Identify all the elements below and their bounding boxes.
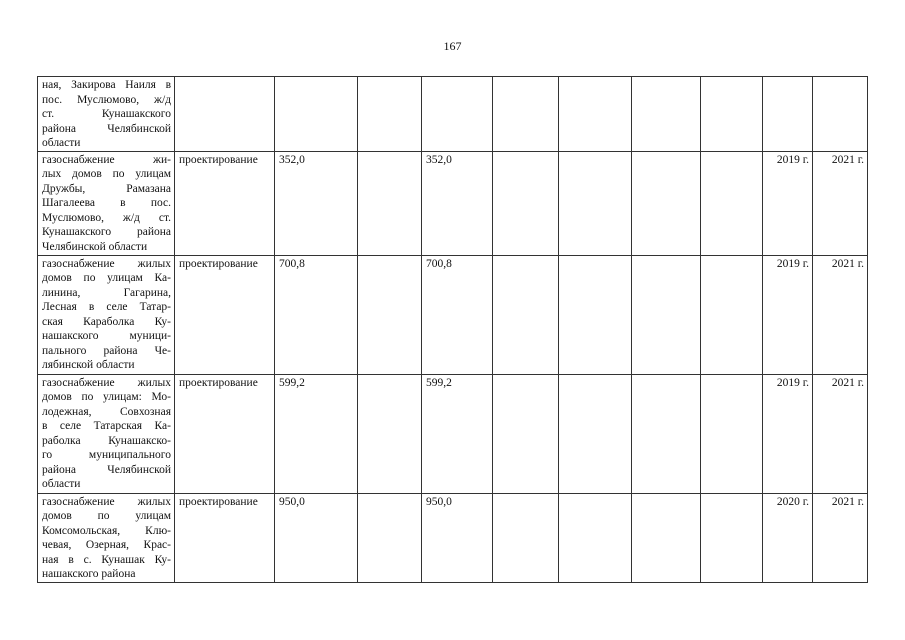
table-row [38, 493, 868, 582]
amount-cell [632, 77, 701, 152]
object-name-line: Кунашакского района [42, 226, 171, 238]
amount-cell [632, 151, 701, 255]
amount-cell [493, 493, 559, 582]
stage-cell: проектирование [175, 151, 275, 255]
object-name-line: лябинской области [42, 359, 135, 371]
amount-cell [632, 374, 701, 493]
object-name-line: Шагалеева в пос. [42, 197, 171, 209]
object-name-line: газоснабжение жилых [42, 257, 171, 270]
object-name-line: линина, Гагарина, [42, 286, 171, 299]
object-name-cell [38, 77, 175, 152]
stage-cell [175, 77, 275, 152]
amount-cell [559, 151, 632, 255]
amount-cell [701, 255, 763, 374]
object-name-line: домов по улицам Ка- [42, 272, 171, 284]
regional-budget-cell: 352,0 [422, 151, 493, 255]
regional-budget-cell [422, 77, 493, 152]
object-name-line: го муниципального [42, 449, 171, 461]
start-year-cell: 2019 г. [763, 255, 813, 374]
object-name-cell [38, 374, 175, 493]
table-row [38, 77, 868, 152]
object-name-line: раболка Кунашакско- [42, 434, 171, 447]
start-year-cell: 2020 г. [763, 493, 813, 582]
amount-cell [632, 255, 701, 374]
amount-cell [493, 77, 559, 152]
page-number: 167 [443, 39, 462, 53]
amount-cell [559, 77, 632, 152]
object-name-line: лых домов по улицам [42, 168, 171, 180]
total-cell: 599,2 [275, 374, 358, 493]
object-name-line: ская Караболка Ку- [42, 315, 171, 328]
end-year-cell: 2021 г. [813, 255, 868, 374]
object-name-line: ст. Кунашакского [42, 108, 171, 120]
amount-cell [632, 493, 701, 582]
object-name-line: пального района Че- [42, 344, 171, 357]
amount-cell [493, 374, 559, 493]
total-cell [275, 77, 358, 152]
object-name-line: лодежная, Совхозная [42, 405, 171, 418]
end-year-cell [813, 77, 868, 152]
total-cell: 700,8 [275, 255, 358, 374]
start-year-cell [763, 77, 813, 152]
object-name-line: Комсомольская, Клю- [42, 524, 171, 537]
object-name-cell [38, 493, 175, 582]
program-table [37, 76, 868, 583]
object-name-line: домов по улицам: Мо- [42, 391, 171, 403]
total-cell: 352,0 [275, 151, 358, 255]
object-name-line: пос. Муслюмово, ж/д [42, 93, 171, 106]
amount-cell [493, 255, 559, 374]
amount-cell [701, 77, 763, 152]
end-year-cell: 2021 г. [813, 374, 868, 493]
object-name-line: нашакского муници- [42, 330, 171, 342]
table-row [38, 151, 868, 255]
amount-cell [358, 374, 422, 493]
object-name-line: района Челябинской [42, 122, 171, 135]
object-name-line: газоснабжение жилых [42, 495, 171, 508]
start-year-cell: 2019 г. [763, 374, 813, 493]
object-name-line: домов по улицам [42, 510, 171, 522]
object-name-line: Челябинской области [42, 240, 148, 253]
regional-budget-cell: 700,8 [422, 255, 493, 374]
object-name-line: Дружбы, Рамазана [42, 182, 171, 195]
object-name-cell [38, 255, 175, 374]
end-year-cell: 2021 г. [813, 151, 868, 255]
amount-cell [358, 151, 422, 255]
amount-cell [559, 374, 632, 493]
object-name-line: района Челябинской [42, 463, 171, 476]
object-name-line: ная, Закирова Наиля в [42, 79, 171, 91]
amount-cell [701, 374, 763, 493]
amount-cell [358, 493, 422, 582]
object-name-line: в селе Татарская Ка- [42, 420, 171, 432]
table-row [38, 255, 868, 374]
object-name-line: чевая, Озерная, Крас- [42, 539, 171, 551]
amount-cell [358, 77, 422, 152]
amount-cell [559, 493, 632, 582]
stage-cell: проектирование [175, 255, 275, 374]
total-cell: 950,0 [275, 493, 358, 582]
object-name-cell [38, 151, 175, 255]
object-name-line: газоснабжение жи- [42, 153, 171, 166]
amount-cell [358, 255, 422, 374]
object-name-line: нашакского района [42, 568, 136, 580]
amount-cell [701, 151, 763, 255]
amount-cell [559, 255, 632, 374]
end-year-cell: 2021 г. [813, 493, 868, 582]
start-year-cell: 2019 г. [763, 151, 813, 255]
object-name-line: области [42, 137, 81, 149]
object-name-line: газоснабжение жилых [42, 376, 171, 389]
object-name-line: ная в с. Кунашак Ку- [42, 553, 171, 566]
amount-cell [701, 493, 763, 582]
stage-cell: проектирование [175, 374, 275, 493]
stage-cell: проектирование [175, 493, 275, 582]
regional-budget-cell: 950,0 [422, 493, 493, 582]
object-name-line: Лесная в селе Татар- [42, 301, 171, 313]
regional-budget-cell: 599,2 [422, 374, 493, 493]
object-name-line: Муслюмово, ж/д ст. [42, 211, 171, 224]
object-name-line: области [42, 478, 81, 490]
table-row [38, 374, 868, 493]
amount-cell [493, 151, 559, 255]
table-body [38, 77, 868, 583]
